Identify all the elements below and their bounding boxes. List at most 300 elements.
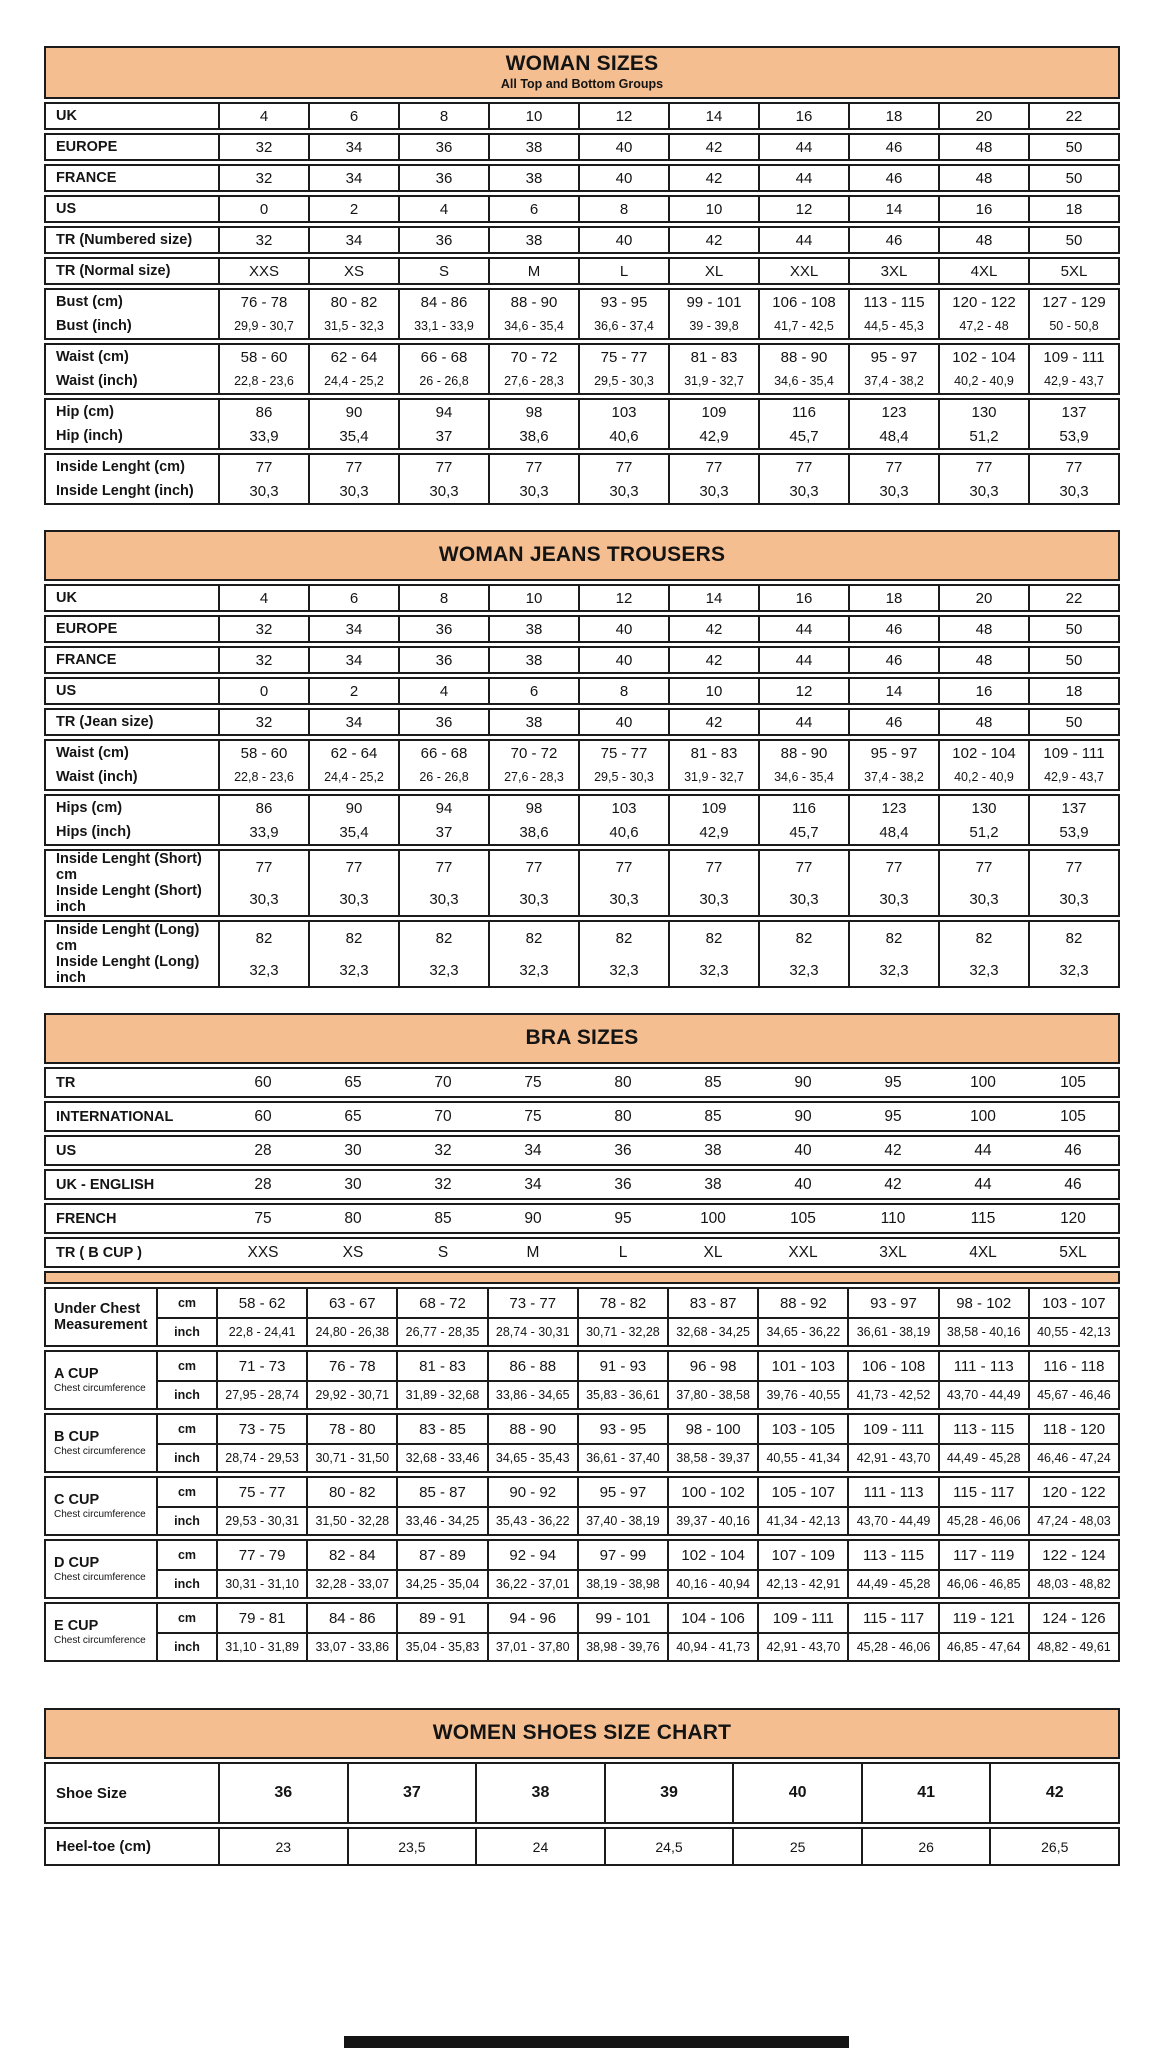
data-cell: 77 <box>308 851 398 883</box>
data-cell: 77 <box>1028 455 1118 479</box>
row-label: US <box>56 1142 77 1159</box>
data-cell: 62 - 64 <box>308 741 398 765</box>
data-cell: 119 - 121 <box>938 1604 1028 1632</box>
data-cell: 100 - 102 <box>667 1478 757 1506</box>
table-block <box>44 1413 1120 1473</box>
data-cell: 37,40 - 38,19 <box>577 1508 667 1534</box>
data-cell: 109 <box>668 796 758 820</box>
data-cell: 77 <box>218 455 308 479</box>
data-cell: 12 <box>578 104 668 128</box>
data-cell: 10 <box>488 104 578 128</box>
unit-cell: cm <box>156 1478 216 1506</box>
data-cell: 123 <box>848 796 938 820</box>
data-cell: 82 <box>578 922 668 954</box>
row-group <box>156 1478 1118 1534</box>
table-row <box>46 166 1118 190</box>
data-cell: 14 <box>848 197 938 221</box>
data-cell: 130 <box>938 796 1028 820</box>
row-group <box>156 1289 1118 1345</box>
data-cell: 42,91 - 43,70 <box>847 1445 937 1471</box>
table-block <box>44 453 1120 505</box>
data-cell: 36 <box>398 135 488 159</box>
row-label <box>46 1352 156 1408</box>
row-sublabel: Chest circumference <box>54 1509 146 1520</box>
data-cell: 58 - 62 <box>216 1289 306 1317</box>
data-cell: 53,9 <box>1028 820 1118 844</box>
table-row <box>156 1541 1118 1569</box>
data-cell: 45,67 - 46,46 <box>1028 1382 1118 1408</box>
data-cell: 30,3 <box>938 883 1028 915</box>
data-cell: 27,6 - 28,3 <box>488 765 578 789</box>
data-cell: 30,3 <box>398 479 488 503</box>
data-cell: 105 <box>790 1209 816 1227</box>
data-cell: 115 - 117 <box>847 1604 937 1632</box>
data-cell: 31,10 - 31,89 <box>216 1634 306 1660</box>
data-cell: 32 <box>434 1141 452 1159</box>
data-cell: 45,28 - 46,06 <box>847 1634 937 1660</box>
data-cell: L <box>578 259 668 283</box>
table-block <box>44 1476 1120 1536</box>
data-cell: 124 - 126 <box>1028 1604 1118 1632</box>
data-cell: 44 <box>758 228 848 252</box>
data-cell: 35,43 - 36,22 <box>487 1508 577 1534</box>
data-cell: 82 <box>398 922 488 954</box>
table-row <box>46 479 1118 503</box>
data-cell: 78 - 80 <box>306 1415 396 1443</box>
data-cell: 30,3 <box>578 883 668 915</box>
bra-sizes-table <box>44 1013 1120 1662</box>
data-cell: 94 - 96 <box>487 1604 577 1632</box>
data-cell: 30,3 <box>848 883 938 915</box>
data-cell: 8 <box>578 679 668 703</box>
data-cell: 98 - 102 <box>938 1289 1028 1317</box>
data-cell: 44 <box>758 710 848 734</box>
row-label: TR (Normal size) <box>56 263 171 279</box>
row-label: UK <box>56 590 77 606</box>
table-row <box>46 679 1118 703</box>
data-cell: 77 <box>398 455 488 479</box>
data-cell: 98 <box>488 400 578 424</box>
table-row <box>156 1632 1118 1660</box>
data-cell: 2 <box>308 679 398 703</box>
row-label: INTERNATIONAL <box>56 1108 174 1125</box>
data-cell: 51,2 <box>938 424 1028 448</box>
data-cell: 83 - 87 <box>667 1289 757 1317</box>
data-cell: 80 <box>614 1073 632 1091</box>
data-cell: 30,71 - 31,50 <box>306 1445 396 1471</box>
table-row <box>46 1764 1118 1822</box>
data-cell: 88 - 90 <box>487 1415 577 1443</box>
table-row <box>46 851 1118 883</box>
data-cell: 82 <box>848 922 938 954</box>
row-label <box>46 1289 156 1345</box>
data-cell: 32 <box>218 617 308 641</box>
table-header <box>44 530 1120 581</box>
data-cell: 48 <box>938 710 1028 734</box>
data-cell: 36,22 - 37,01 <box>487 1571 577 1597</box>
data-cell: 36 <box>614 1175 632 1193</box>
table-row <box>46 1829 1118 1864</box>
data-cell: 38 <box>488 228 578 252</box>
data-cell: M <box>488 259 578 283</box>
table-block <box>44 288 1120 340</box>
table-block <box>44 615 1120 643</box>
data-cell: 18 <box>848 104 938 128</box>
data-cell: 94 <box>398 796 488 820</box>
data-cell: 38,6 <box>488 820 578 844</box>
table-row <box>46 369 1118 393</box>
table-block <box>44 1602 1120 1662</box>
data-cell: 88 - 90 <box>758 345 848 369</box>
data-cell: 32 <box>218 710 308 734</box>
data-cell: 22,8 - 23,6 <box>218 369 308 393</box>
data-cell: 30,3 <box>218 883 308 915</box>
data-cell: 37,80 - 38,58 <box>667 1382 757 1408</box>
data-cell: 40 <box>578 228 668 252</box>
data-cell: 93 - 95 <box>578 290 668 314</box>
data-cell: 0 <box>218 679 308 703</box>
data-cell: 60 <box>254 1107 272 1125</box>
row-label <box>46 1541 156 1597</box>
data-cell: 6 <box>308 586 398 610</box>
data-cell: 34 <box>308 617 398 641</box>
table-header <box>44 46 1120 99</box>
table-row <box>46 648 1118 672</box>
data-cell: 5XL <box>1028 259 1118 283</box>
data-cell: 46 <box>848 648 938 672</box>
data-cell: 113 - 115 <box>938 1415 1028 1443</box>
data-cell: 30,3 <box>488 883 578 915</box>
data-cell: 38,19 - 38,98 <box>577 1571 667 1597</box>
table-block <box>44 1762 1120 1824</box>
table-row <box>156 1569 1118 1597</box>
data-cell: 3XL <box>879 1243 907 1261</box>
data-cell: 40,6 <box>578 820 668 844</box>
row-label: UK <box>56 108 77 124</box>
data-cell: 46,85 - 47,64 <box>938 1634 1028 1660</box>
row-label: Waist (cm) <box>56 745 129 761</box>
data-cell: 90 <box>794 1107 812 1125</box>
data-cell: 34 <box>524 1141 542 1159</box>
data-cell: 78 - 82 <box>577 1289 667 1317</box>
data-cell: 51,2 <box>938 820 1028 844</box>
data-cell: 40 <box>794 1141 812 1159</box>
data-cell: 88 - 92 <box>757 1289 847 1317</box>
data-cell: 90 - 92 <box>487 1478 577 1506</box>
data-cell: 100 <box>970 1073 996 1091</box>
unit-cell: cm <box>156 1604 216 1632</box>
unit-cell: inch <box>156 1445 216 1471</box>
row-group <box>156 1352 1118 1408</box>
row-label: EUROPE <box>56 621 118 637</box>
unit-cell: inch <box>156 1634 216 1660</box>
data-cell: L <box>618 1243 628 1261</box>
table-row <box>46 424 1118 448</box>
data-cell: 48 <box>938 648 1028 672</box>
data-cell: 48 <box>938 228 1028 252</box>
data-cell: 34,25 - 35,04 <box>396 1571 486 1597</box>
data-cell: 35,04 - 35,83 <box>396 1634 486 1660</box>
data-cell: 68 - 72 <box>396 1289 486 1317</box>
data-cell: 109 - 111 <box>1028 741 1118 765</box>
data-cell: 40 <box>578 648 668 672</box>
data-cell: 42 <box>668 228 758 252</box>
data-cell: XXL <box>758 259 848 283</box>
data-cell: 28 <box>254 1141 272 1159</box>
data-cell: 32,3 <box>1028 954 1118 986</box>
row-label: Waist (inch) <box>56 373 138 389</box>
data-cell: 40,55 - 41,34 <box>757 1445 847 1471</box>
data-cell: 40,16 - 40,94 <box>667 1571 757 1597</box>
unit-cell: inch <box>156 1508 216 1534</box>
row-sublabel: Chest circumference <box>54 1383 146 1394</box>
data-cell: 81 - 83 <box>668 345 758 369</box>
data-cell: 91 - 93 <box>577 1352 667 1380</box>
data-cell: 109 - 111 <box>1028 345 1118 369</box>
data-cell: 34,6 - 35,4 <box>488 314 578 338</box>
data-cell: 30,3 <box>758 883 848 915</box>
data-cell: 47,2 - 48 <box>938 314 1028 338</box>
row-label: Heel-toe (cm) <box>56 1838 152 1855</box>
data-cell: 90 <box>794 1073 812 1091</box>
data-cell: 29,9 - 30,7 <box>218 314 308 338</box>
data-cell: 46,06 - 46,85 <box>938 1571 1028 1597</box>
data-cell: 32,28 - 33,07 <box>306 1571 396 1597</box>
data-cell: 30 <box>344 1141 362 1159</box>
table-block <box>44 677 1120 705</box>
data-cell: 8 <box>578 197 668 221</box>
table-row <box>46 883 1118 915</box>
data-cell: 35,83 - 36,61 <box>577 1382 667 1408</box>
data-cell: 14 <box>848 679 938 703</box>
row-label: UK - ENGLISH <box>56 1176 155 1193</box>
data-cell: 32 <box>218 228 308 252</box>
table-title: WOMAN JEANS TROUSERS <box>438 543 726 566</box>
data-cell: 130 <box>938 400 1028 424</box>
data-cell: 42 <box>989 1764 1118 1822</box>
data-cell: 105 <box>1060 1107 1086 1125</box>
data-cell: 123 <box>848 400 938 424</box>
row-label <box>46 1415 156 1471</box>
data-cell: 32,3 <box>308 954 398 986</box>
data-cell: 33,86 - 34,65 <box>487 1382 577 1408</box>
data-cell: 38,98 - 39,76 <box>577 1634 667 1660</box>
data-cell: 82 <box>488 922 578 954</box>
data-cell: 75 - 77 <box>578 345 668 369</box>
data-cell: 41,73 - 42,52 <box>847 1382 937 1408</box>
data-cell: 20 <box>938 104 1028 128</box>
table-block <box>44 1169 1120 1200</box>
table-block <box>44 343 1120 395</box>
data-cell: 100 <box>700 1209 726 1227</box>
data-cell: 80 <box>614 1107 632 1125</box>
table-row <box>46 314 1118 338</box>
data-cell: 106 - 108 <box>847 1352 937 1380</box>
row-label: EUROPE <box>56 139 118 155</box>
data-cell: 32 <box>218 166 308 190</box>
data-cell: 14 <box>668 586 758 610</box>
table-row <box>46 1171 1118 1198</box>
data-cell: 28,74 - 29,53 <box>216 1445 306 1471</box>
data-cell: 36 <box>218 1764 347 1822</box>
data-cell: 45,7 <box>758 820 848 844</box>
table-block <box>44 1237 1120 1268</box>
data-cell: 70 - 72 <box>488 741 578 765</box>
table-row <box>46 820 1118 844</box>
data-cell: 87 - 89 <box>396 1541 486 1569</box>
table-title: WOMAN SIZES <box>505 52 659 75</box>
data-cell: 33,1 - 33,9 <box>398 314 488 338</box>
data-cell: 96 - 98 <box>667 1352 757 1380</box>
row-label-text: A CUP <box>54 1366 99 1382</box>
data-cell: 101 - 103 <box>757 1352 847 1380</box>
data-cell: 84 - 86 <box>306 1604 396 1632</box>
data-cell: 4 <box>398 679 488 703</box>
data-cell: 58 - 60 <box>218 345 308 369</box>
data-cell: 42,9 <box>668 424 758 448</box>
data-cell: 32,3 <box>398 954 488 986</box>
data-cell: 29,5 - 30,3 <box>578 369 668 393</box>
data-cell: 44 <box>974 1175 992 1193</box>
divider-strip <box>44 1271 1120 1284</box>
data-cell: 30,31 - 31,10 <box>216 1571 306 1597</box>
data-cell: 97 - 99 <box>577 1541 667 1569</box>
data-cell: 29,5 - 30,3 <box>578 765 668 789</box>
data-cell: 26 - 26,8 <box>398 765 488 789</box>
data-cell: 32,3 <box>938 954 1028 986</box>
data-cell: 44 <box>758 135 848 159</box>
data-cell: 34,65 - 35,43 <box>487 1445 577 1471</box>
data-cell: 50 <box>1028 135 1118 159</box>
data-cell: 117 - 119 <box>938 1541 1028 1569</box>
data-cell: 86 - 88 <box>487 1352 577 1380</box>
table-block <box>44 1827 1120 1866</box>
data-cell: 33,9 <box>218 820 308 844</box>
data-cell: 23,5 <box>347 1829 476 1864</box>
data-cell: 85 - 87 <box>396 1478 486 1506</box>
data-cell: 46 <box>848 710 938 734</box>
data-cell: 76 - 78 <box>306 1352 396 1380</box>
table-row <box>46 954 1118 986</box>
data-cell: 18 <box>1028 679 1118 703</box>
row-label-text: C CUP <box>54 1492 100 1508</box>
data-cell: 42 <box>884 1175 902 1193</box>
row-label: TR (Jean size) <box>56 714 154 730</box>
data-cell: 36 <box>398 228 488 252</box>
data-cell: 16 <box>758 104 848 128</box>
data-cell: 45,28 - 46,06 <box>938 1508 1028 1534</box>
table-block <box>44 708 1120 736</box>
data-cell: 34 <box>308 135 398 159</box>
data-cell: 70 <box>434 1073 452 1091</box>
data-cell: 29,92 - 30,71 <box>306 1382 396 1408</box>
partial-bottom-bar <box>344 2036 849 2048</box>
unit-cell: inch <box>156 1319 216 1345</box>
table-block <box>44 794 1120 846</box>
data-cell: 41 <box>861 1764 990 1822</box>
data-cell: 38 <box>704 1175 722 1193</box>
table-row <box>156 1506 1118 1534</box>
data-cell: 30,3 <box>938 479 1028 503</box>
data-cell: 65 <box>344 1107 362 1125</box>
data-cell: 30,3 <box>308 479 398 503</box>
data-cell: 116 <box>758 796 848 820</box>
data-cell: 40,94 - 41,73 <box>667 1634 757 1660</box>
data-cell: 34 <box>308 228 398 252</box>
data-cell: 37 <box>398 424 488 448</box>
data-cell: 90 <box>524 1209 542 1227</box>
data-cell: 70 <box>434 1107 452 1125</box>
data-cell: 4 <box>398 197 488 221</box>
data-cell: 105 <box>1060 1073 1086 1091</box>
data-cell: 43,70 - 44,49 <box>847 1508 937 1534</box>
data-cell: 88 - 90 <box>758 741 848 765</box>
row-group <box>156 1541 1118 1597</box>
table-block <box>44 102 1120 130</box>
table-block <box>44 226 1120 254</box>
data-cell: 28 <box>254 1175 272 1193</box>
data-cell: 38 <box>488 710 578 734</box>
data-cell: 70 - 72 <box>488 345 578 369</box>
data-cell: 39,76 - 40,55 <box>757 1382 847 1408</box>
data-cell: XXS <box>247 1243 279 1261</box>
data-cell: 80 - 82 <box>308 290 398 314</box>
data-cell: 38 <box>488 166 578 190</box>
data-cell: 26 <box>861 1829 990 1864</box>
table-block <box>44 920 1120 988</box>
data-cell: 34 <box>308 648 398 672</box>
data-cell: 109 - 111 <box>757 1604 847 1632</box>
data-cell: 8 <box>398 586 488 610</box>
data-cell: 34 <box>308 710 398 734</box>
data-cell: 26,77 - 28,35 <box>396 1319 486 1345</box>
table-header <box>44 1013 1120 1064</box>
data-cell: 36,6 - 37,4 <box>578 314 668 338</box>
data-cell: 48 <box>938 617 1028 641</box>
data-cell: 48 <box>938 135 1028 159</box>
data-cell: XL <box>703 1243 723 1261</box>
women-shoes-size-chart-table <box>44 1708 1120 1866</box>
data-cell: 111 - 113 <box>847 1478 937 1506</box>
row-label: Hip (inch) <box>56 428 123 444</box>
data-cell: 39 <box>604 1764 733 1822</box>
data-cell: 66 - 68 <box>398 345 488 369</box>
data-cell: 42,9 - 43,7 <box>1028 369 1118 393</box>
data-cell: 60 <box>254 1073 272 1091</box>
data-cell: 77 <box>758 455 848 479</box>
data-cell: 12 <box>758 197 848 221</box>
row-label: Hips (inch) <box>56 824 131 840</box>
data-cell: 38 <box>704 1141 722 1159</box>
unit-cell: cm <box>156 1415 216 1443</box>
data-cell: 45,7 <box>758 424 848 448</box>
data-cell: 116 - 118 <box>1028 1352 1118 1380</box>
data-cell: 120 - 122 <box>1028 1478 1118 1506</box>
row-group <box>156 1604 1118 1660</box>
data-cell: 32,68 - 34,25 <box>667 1319 757 1345</box>
table-header <box>44 1708 1120 1759</box>
row-sublabel: Chest circumference <box>54 1446 146 1457</box>
data-cell: 77 <box>578 455 668 479</box>
row-label: Inside Lenght (Long) cm <box>56 922 200 954</box>
row-label: Waist (inch) <box>56 769 138 785</box>
data-cell: 38 <box>488 648 578 672</box>
data-cell: 37,4 - 38,2 <box>848 369 938 393</box>
data-cell: 50 <box>1028 166 1118 190</box>
row-label-text: D CUP <box>54 1555 100 1571</box>
data-cell: 22,8 - 24,41 <box>216 1319 306 1345</box>
row-label: TR ( B CUP ) <box>56 1244 142 1261</box>
